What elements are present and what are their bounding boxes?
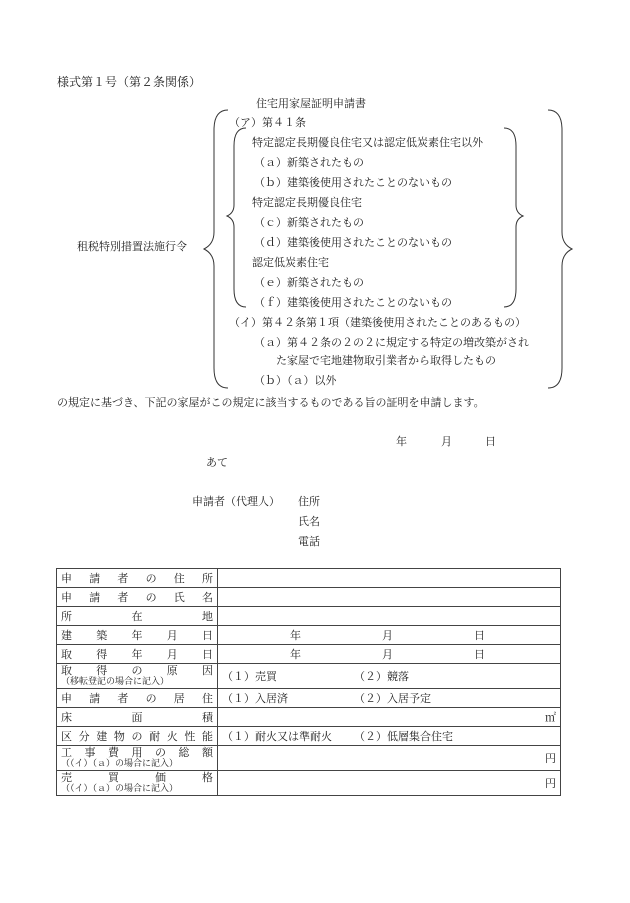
table-row: [57, 607, 561, 626]
label-applicant-name: 申 請 者 の 氏 名: [57, 588, 218, 607]
application-statement: の規定に基づき、下記の家屋がこの規定に該当するものである旨の証明を申請します。: [57, 396, 485, 409]
value-location[interactable]: [218, 607, 561, 626]
applicant-label: 申請者（代理人）: [192, 495, 280, 508]
value-fire-resistance[interactable]: （１）耐火又は準耐火 （２）低層集合住宅: [218, 727, 561, 746]
table-row: [57, 626, 561, 645]
table-row: [57, 727, 561, 746]
option-3f: （ｆ）建築後使用されたことのないもの: [254, 296, 452, 309]
table-row: [57, 746, 561, 771]
value-acquisition-date[interactable]: 年 月 日: [218, 645, 561, 664]
applicant-address-label: 住所: [298, 495, 320, 508]
label-location: 所 在 地: [57, 607, 218, 626]
table-row: [57, 771, 561, 796]
label-residence: 申 請 者 の 居 住: [57, 689, 218, 708]
option-ia-line2: た家屋で宅地建物取引業者から取得したもの: [276, 354, 496, 367]
clause-article-41: （ア）第４１条: [229, 116, 306, 129]
table-row: [57, 708, 561, 727]
value-construction-cost[interactable]: 円: [218, 746, 561, 771]
clause-article-42: （イ）第４２条第１項（建築後使用されたことのあるもの）: [229, 316, 526, 329]
label-construction-date: 建 築 年 月 日: [57, 626, 218, 645]
group-other-housing: 特定認定長期優良住宅又は認定低炭素住宅以外: [252, 136, 483, 149]
table-row: [57, 664, 561, 689]
label-sale-price: 売 買 価 格 （（イ）（ａ）の場合に記入）: [57, 771, 218, 796]
table-row: [57, 569, 561, 588]
property-info-table: [56, 568, 561, 796]
option-ib: （ｂ）（ａ）以外: [254, 374, 337, 387]
label-fire-resistance: 区 分 建 物 の 耐 火 性 能: [57, 727, 218, 746]
date-month: 月: [441, 435, 452, 448]
group-long-term-housing: 特定認定長期優良住宅: [252, 196, 362, 209]
value-construction-date[interactable]: 年 月 日: [218, 626, 561, 645]
option-3e: （ｅ）新築されたもの: [254, 276, 364, 289]
law-name: 租税特別措置法施行令: [77, 240, 187, 253]
applicant-phone-label: 電話: [298, 535, 320, 548]
option-2d: （ｄ）建築後使用されたことのないもの: [254, 236, 452, 249]
value-applicant-name[interactable]: [218, 588, 561, 607]
option-1a: （ａ）新築されたもの: [254, 156, 364, 169]
addressee: あて: [206, 456, 228, 469]
applicant-name-label: 氏名: [298, 515, 320, 528]
form-number: 様式第１号（第２条関係）: [57, 75, 202, 89]
date-day: 日: [485, 435, 496, 448]
label-acquisition-date: 取 得 年 月 日: [57, 645, 218, 664]
document-title: 住宅用家屋証明申請書: [256, 97, 366, 110]
option-1b: （ｂ）建築後使用されたことのないもの: [254, 176, 452, 189]
value-floor-area[interactable]: ㎡: [218, 708, 561, 727]
table-row: [57, 689, 561, 708]
value-residence[interactable]: （１）入居済 （２）入居予定: [218, 689, 561, 708]
date-year: 年: [396, 435, 407, 448]
option-ia-line1: （ａ）第４２条の２の２に規定する特定の増改築がされ: [254, 336, 529, 349]
group-low-carbon-housing: 認定低炭素住宅: [252, 256, 329, 269]
label-floor-area: 床 面 積: [57, 708, 218, 727]
table-row: [57, 588, 561, 607]
label-acquisition-cause: 取 得 の 原 因 （移転登記の場合に記入）: [57, 664, 218, 689]
value-sale-price[interactable]: 円: [218, 771, 561, 796]
label-applicant-address: 申 請 者 の 住 所: [57, 569, 218, 588]
value-applicant-address[interactable]: [218, 569, 561, 588]
option-2c: （ｃ）新築されたもの: [254, 216, 364, 229]
label-construction-cost: 工 事 費 用 の 総 額 （（イ）（ａ）の場合に記入）: [57, 746, 218, 771]
value-acquisition-cause[interactable]: （１）売買 （２）競落: [218, 664, 561, 689]
table-row: [57, 645, 561, 664]
